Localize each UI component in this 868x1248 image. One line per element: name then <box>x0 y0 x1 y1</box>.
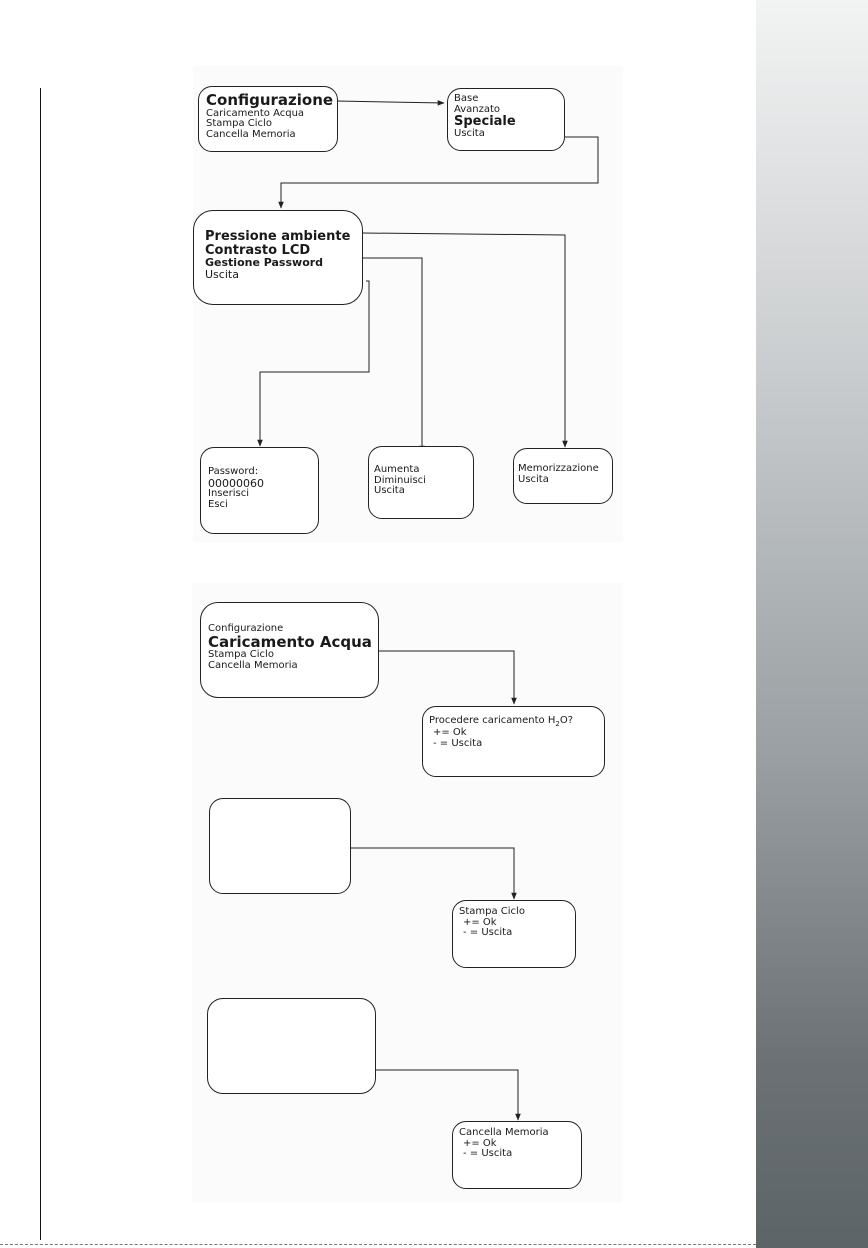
print-menu-box-empty <box>209 798 351 894</box>
water-confirm-exit: - = Uscita <box>433 737 483 749</box>
config-menu-box <box>198 86 338 152</box>
contrast-box <box>368 446 474 519</box>
erase-confirm-ok: += Ok <box>463 1137 497 1149</box>
special-item-contrast: Contrasto LCD <box>205 242 311 258</box>
contrast-item-decrease: Diminuisci <box>374 474 426 486</box>
config-menu-item-print: Stampa Ciclo <box>206 118 272 130</box>
erase-confirm-title: Cancella Memoria <box>459 1127 549 1138</box>
arrow-print-to-confirm <box>349 848 514 899</box>
password-box <box>200 447 319 534</box>
water-menu-selected: Caricamento Acqua <box>208 632 372 651</box>
arrow-special-to-pressure <box>363 233 565 447</box>
print-confirm-ok: += Ok <box>463 916 497 928</box>
pressure-item-exit: Uscita <box>518 473 549 485</box>
special-item-exit: Uscita <box>205 267 239 281</box>
print-confirm-exit: - = Uscita <box>463 927 513 938</box>
erase-menu-box-empty <box>207 998 376 1094</box>
arrow-water-to-confirm <box>378 651 514 704</box>
water-menu-box <box>200 602 379 698</box>
levels-item-advanced: Avanzato <box>454 103 501 115</box>
levels-item-special: Speciale <box>454 114 516 129</box>
erase-confirm-box <box>452 1121 582 1189</box>
water-confirm-ok: += Ok <box>433 727 467 739</box>
arrow-config-to-levels <box>336 101 444 103</box>
config-menu-item-erase: Cancella Memoria <box>206 128 296 140</box>
password-value: 00000060 <box>208 476 264 490</box>
contrast-item-increase: Aumenta <box>374 464 420 475</box>
water-menu-title: Configurazione <box>208 623 284 634</box>
special-item-password: Gestione Password <box>205 256 324 270</box>
password-exit: Esci <box>208 498 228 510</box>
password-insert: Inserisci <box>208 488 250 500</box>
levels-menu-box <box>447 88 565 151</box>
print-confirm-title: Stampa Ciclo <box>459 906 525 917</box>
pressure-item-store: Memorizzazione <box>518 463 599 474</box>
water-menu-item-erase: Cancella Memoria <box>208 659 298 671</box>
water-confirm-question-sub: 2 <box>555 720 560 728</box>
water-confirm-question-suffix: O? <box>559 715 574 726</box>
password-label: Password: <box>208 466 259 477</box>
special-item-pressure: Pressione ambiente <box>205 229 351 244</box>
levels-item-exit: Uscita <box>454 127 485 139</box>
water-confirm-box <box>422 706 605 777</box>
contrast-item-exit: Uscita <box>374 485 405 496</box>
arrow-special-to-password <box>260 281 369 446</box>
levels-item-base: Base <box>454 93 479 104</box>
erase-confirm-exit: - = Uscita <box>463 1148 513 1159</box>
arrow-special-to-contrast <box>363 258 422 452</box>
water-menu-item-print: Stampa Ciclo <box>208 649 274 661</box>
special-menu-box <box>193 210 363 305</box>
print-confirm-box <box>452 900 576 968</box>
config-menu-title: Configurazione <box>206 91 334 109</box>
config-menu-item-water: Caricamento Acqua <box>206 107 305 119</box>
arrow-erase-to-confirm <box>376 1070 518 1120</box>
water-confirm-question-prefix: Procedere caricamento H <box>429 715 556 726</box>
pressure-box <box>513 448 613 504</box>
